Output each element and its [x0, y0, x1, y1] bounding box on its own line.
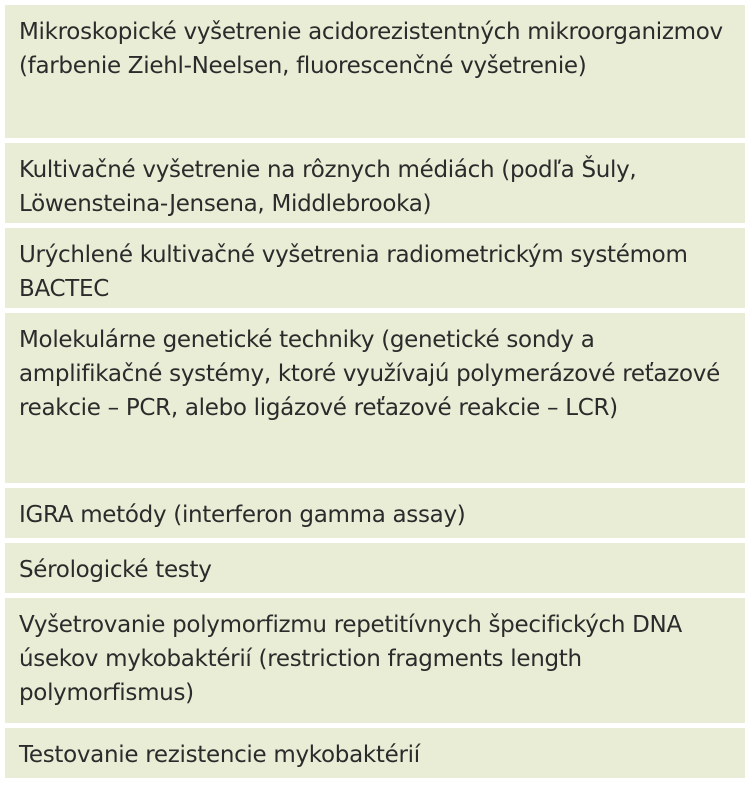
- table-row: Vyšetrovanie polymorfizmu repetitívnych špecifických DNA úsekov mykobaktérií (restriction fragments length polymorfismus): [5, 598, 745, 723]
- table-body: [5, 5, 745, 794]
- table-row: Mikroskopické vyšetrenie acidorezistentných mikroorganizmov (farbenie Ziehl-Neelsen, fluorescenčné vyšetrenie): [5, 5, 745, 138]
- table-row: Urýchlené kultivačné vyšetrenia radiometrickým systémom BACTEC: [5, 228, 745, 308]
- table-row: IGRA metódy (interferon gamma assay): [5, 488, 745, 538]
- table-row: Molekulárne genetické techniky (genetické sondy a amplifikačné systémy, ktoré využívajú polymerázové reťazové reakcie – PCR, alebo ligázové reťazové reakcie – LCR): [5, 313, 745, 483]
- table-row: Kultivačné vyšetrenie na rôznych médiách (podľa Šuly, Löwensteina-Jensena, Middlebrooka): [5, 143, 745, 223]
- table-row: Testovanie rezistencie mykobaktérií: [5, 728, 745, 778]
- table-row: Sérologické testy: [5, 543, 745, 593]
